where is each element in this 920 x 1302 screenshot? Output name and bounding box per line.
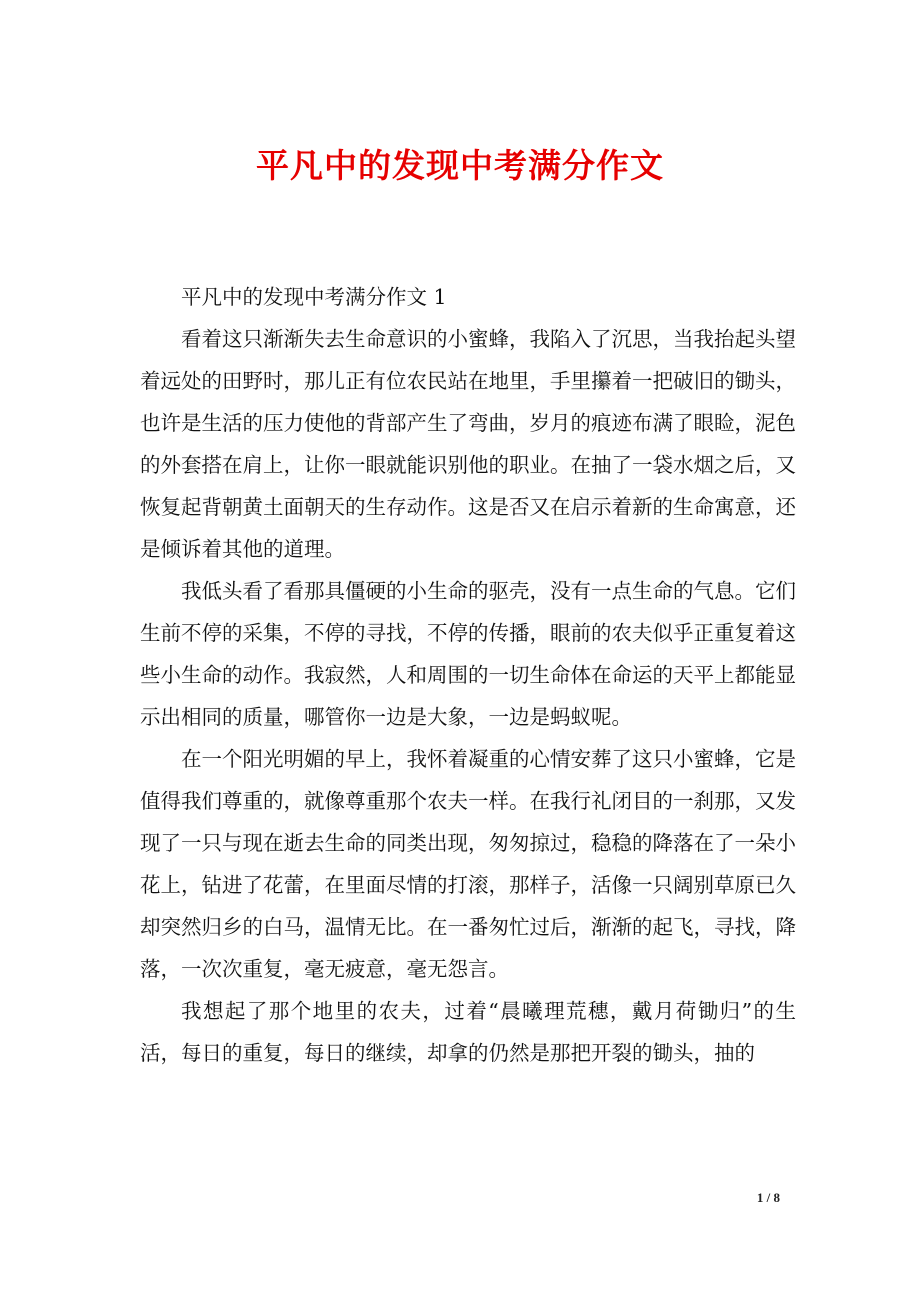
page-number: 1 / 8 [756,1190,780,1205]
paragraph: 在一个阳光明媚的早上，我怀着凝重的心情安葬了这只小蜜蜂，它是值得我们尊重的，就像尊重那个农夫一样。在我行礼闭目的一刹那，又发现了一只与现在逝去生命的同类出现，匆匆掠过，稳稳的降落在了一朵小花上，钻进了花蕾，在里面尽情的打滚，那样子，活像一只阔别草原已久却突然归乡的白马，温情无比。在一番匆忙过后，渐渐的起飞，寻找，降落，一次次重复，毫无疲意，毫无怨言。 [140,747,796,981]
paragraph: 我低头看了看那具僵硬的小生命的驱壳，没有一点生命的气息。它们生前不停的采集，不停的寻找，不停的传播，眼前的农夫似乎正重复着这些小生命的动作。我寂然，人和周围的一切生命体在命运的天平上都能显示出相同的质量，哪管你一边是大象，一边是蚂蚁呢。 [140,579,796,729]
document-body [140,276,796,1074]
paragraph: 我想起了那个地里的农夫，过着“晨曦理荒穗，戴月荷锄归”的生活，每日的重复，每日的继续，却拿的仍然是那把开裂的锄头，抽的 [140,999,796,1065]
paragraph-subtitle: 平凡中的发现中考满分作文 1 [181,285,447,309]
document-title: 平凡中的发现中考满分作文 [256,146,664,185]
paragraph: 看着这只渐渐失去生命意识的小蜜蜂，我陷入了沉思，当我抬起头望着远处的田野时，那儿正有位农民站在地里，手里攥着一把破旧的锄头，也许是生活的压力使他的背部产生了弯曲，岁月的痕迹布满了眼睑，泥色的外套搭在肩上，让你一眼就能识别他的职业。在抽了一袋水烟之后，又恢复起背朝黄土面朝天的生存动作。这是否又在启示着新的生命寓意，还是倾诉着其他的道理。 [140,327,796,561]
